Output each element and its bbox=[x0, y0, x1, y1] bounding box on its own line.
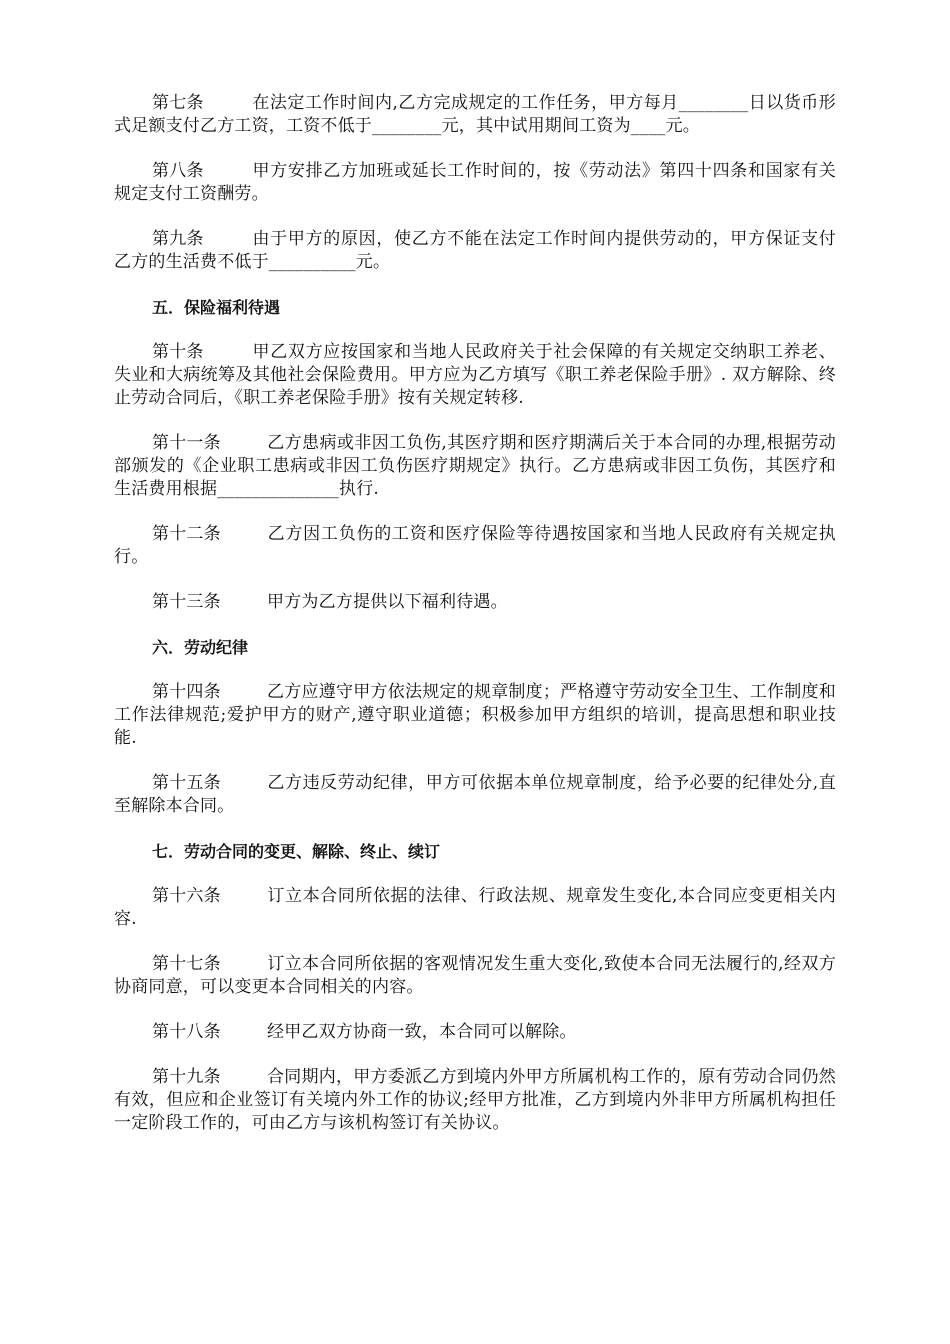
article-number: 第十七条 bbox=[152, 954, 221, 974]
article-18 bbox=[114, 1021, 836, 1044]
article-text: 乙方患病或非因工负伤,其医疗期和医疗期满后关于本合同的办理,根据劳动部颁发的《企业职工患病或非因工负伤医疗期规定》执行。乙方患病或非因工负伤，其医疗和生活费用根据______________执行. bbox=[114, 433, 836, 499]
section-heading-insurance: 五．保险福利待遇 bbox=[152, 298, 281, 317]
article-text: 乙方因工负伤的工资和医疗保险等待遇按国家和当地人民政府有关规定执行。 bbox=[114, 524, 836, 567]
article-text: 合同期内，甲方委派乙方到境内外甲方所属机构工作的，原有劳动合同仍然有效，但应和企业签订有关境内外工作的协议;经甲方批准，乙方到境内外非甲方所属机构担任一定阶段工作的，可由乙方与该机构签订有关协议。 bbox=[114, 1067, 836, 1133]
article-text: 订立本合同所依据的法律、行政法规、规章发生变化,本合同应变更相关内容. bbox=[114, 886, 836, 929]
article-14 bbox=[114, 681, 836, 750]
article-text: 甲方为乙方提供以下福利待遇。 bbox=[267, 592, 508, 612]
article-10 bbox=[114, 341, 836, 410]
article-7 bbox=[114, 92, 836, 138]
article-text: 甲乙双方应按国家和当地人民政府关于社会保障的有关规定交纳职工养老、失业和大病统筹及其他社会保险费用。甲方应为乙方填写《职工养老保险手册》. 双方解除、终止劳动合同后，《职工养老保险手册》按有关规定转移. bbox=[114, 342, 836, 408]
article-12 bbox=[114, 523, 836, 569]
article-17 bbox=[114, 953, 836, 999]
article-16 bbox=[114, 885, 836, 931]
article-number: 第十六条 bbox=[152, 886, 221, 906]
article-number: 第九条 bbox=[152, 229, 204, 249]
article-text: 订立本合同所依据的客观情况发生重大变化,致使本合同无法履行的,经双方协商同意，可以变更本合同相关的内容。 bbox=[114, 954, 836, 997]
article-number: 第十二条 bbox=[152, 524, 221, 544]
article-13 bbox=[114, 591, 836, 614]
article-number: 第八条 bbox=[152, 161, 204, 181]
article-8 bbox=[114, 160, 836, 206]
article-text: 乙方违反劳动纪律，甲方可依据本单位规章制度，给予必要的纪律处分,直至解除本合同。 bbox=[114, 773, 836, 816]
section-heading-contract-changes: 七．劳动合同的变更、解除、终止、续订 bbox=[152, 842, 441, 861]
document-page bbox=[114, 92, 836, 1157]
article-number: 第十五条 bbox=[152, 773, 221, 793]
article-9 bbox=[114, 228, 836, 274]
article-15 bbox=[114, 772, 836, 818]
article-text: 在法定工作时间内,乙方完成规定的工作任务，甲方每月________日以货币形式足额支付乙方工资，工资不低于________元，其中试用期间工资为____元。 bbox=[114, 93, 836, 136]
article-number: 第十一条 bbox=[152, 433, 221, 453]
article-number: 第七条 bbox=[152, 93, 204, 113]
article-number: 第十九条 bbox=[152, 1067, 221, 1087]
article-number: 第十条 bbox=[152, 342, 204, 362]
article-text: 由于甲方的原因，使乙方不能在法定工作时间内提供劳动的，甲方保证支付乙方的生活费不低于__________元。 bbox=[114, 229, 836, 272]
article-11 bbox=[114, 432, 836, 501]
article-text: 甲方安排乙方加班或延长工作时间的，按《劳动法》第四十四条和国家有关规定支付工资酬劳。 bbox=[114, 161, 836, 204]
article-number: 第十三条 bbox=[152, 592, 221, 612]
article-text: 经甲乙双方协商一致，本合同可以解除。 bbox=[267, 1022, 577, 1042]
article-text: 乙方应遵守甲方依法规定的规章制度；严格遵守劳动安全卫生、工作制度和工作法律规范;爱护甲方的财产,遵守职业道德；积极参加甲方组织的培训，提高思想和职业技能. bbox=[114, 682, 836, 748]
article-number: 第十八条 bbox=[152, 1022, 221, 1042]
article-number: 第十四条 bbox=[152, 682, 221, 702]
article-19 bbox=[114, 1066, 836, 1135]
section-heading-discipline: 六．劳动纪律 bbox=[152, 638, 249, 657]
